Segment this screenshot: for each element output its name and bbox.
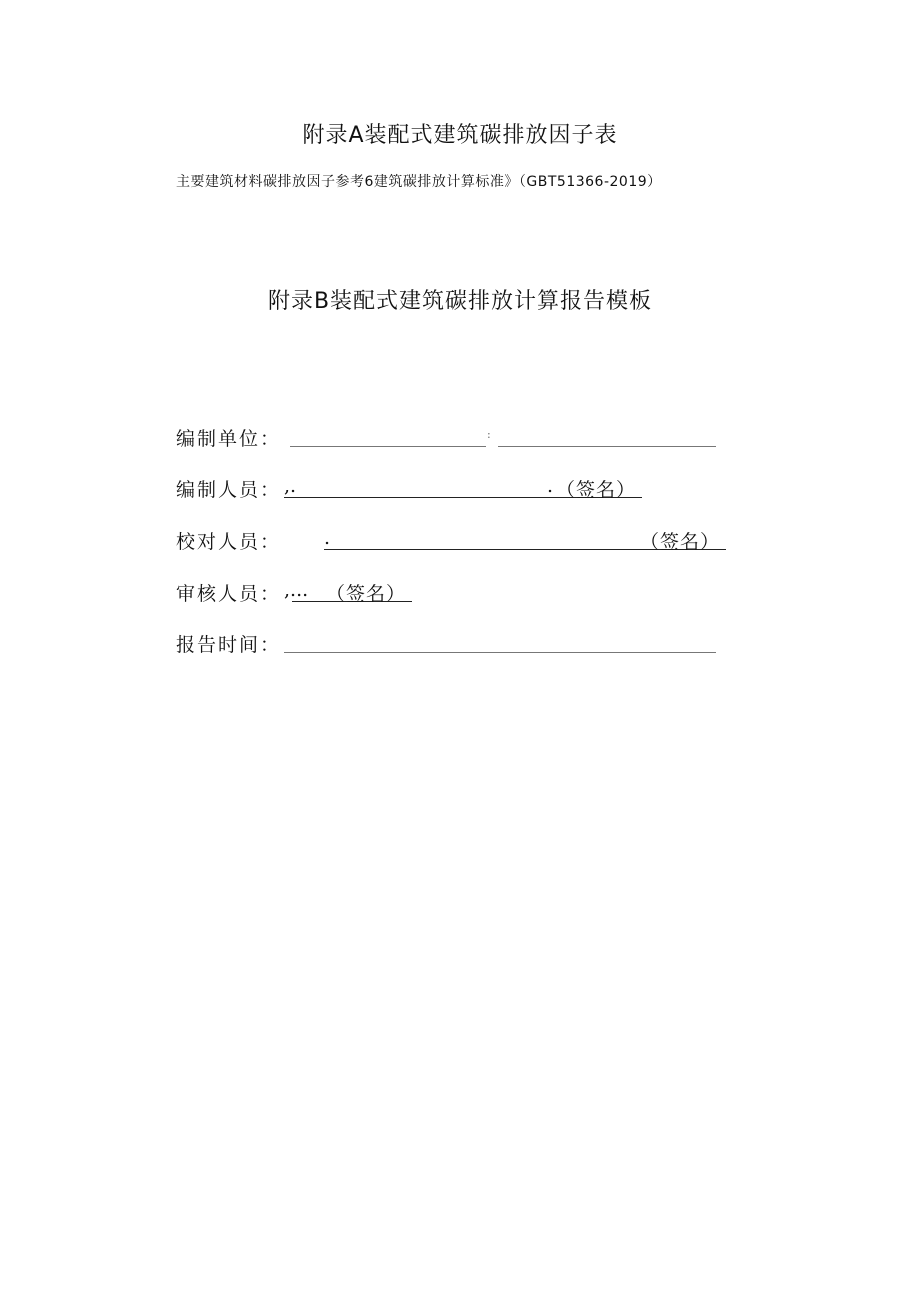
checker-label: 校对人员： [176,531,282,553]
checker-signature: （签名） [640,531,721,553]
unit-line-left [290,424,486,447]
appendix-a-title: 附录A装配式建筑碳排放因子表 [302,123,618,148]
unit-separator: : [487,428,491,441]
preparer-lead: ,. [284,475,297,497]
reviewer-lead: ,... [284,579,309,601]
preparer-dot: . [547,475,554,497]
reviewer-signature: （签名） [326,583,407,605]
preparer-signature: （签名） [556,479,637,501]
date-label: 报告时间： [176,634,282,656]
unit-row [176,424,736,454]
checker-lead: . [324,527,331,549]
unit-label: 编制单位： [176,428,282,450]
date-line [284,630,716,653]
unit-line-right [498,424,716,447]
appendix-b-title: 附录B装配式建筑碳排放计算报告模板 [267,289,653,314]
preparer-row [176,475,736,505]
checker-row [176,527,736,557]
appendix-a-subtitle: 主要建筑材料碳排放因子参考6建筑碳排放计算标准》（GBT51366-2019） [176,174,662,190]
reviewer-row [176,579,736,609]
preparer-label: 编制人员： [176,479,282,501]
date-row [176,630,736,660]
reviewer-label: 审核人员： [176,583,282,605]
